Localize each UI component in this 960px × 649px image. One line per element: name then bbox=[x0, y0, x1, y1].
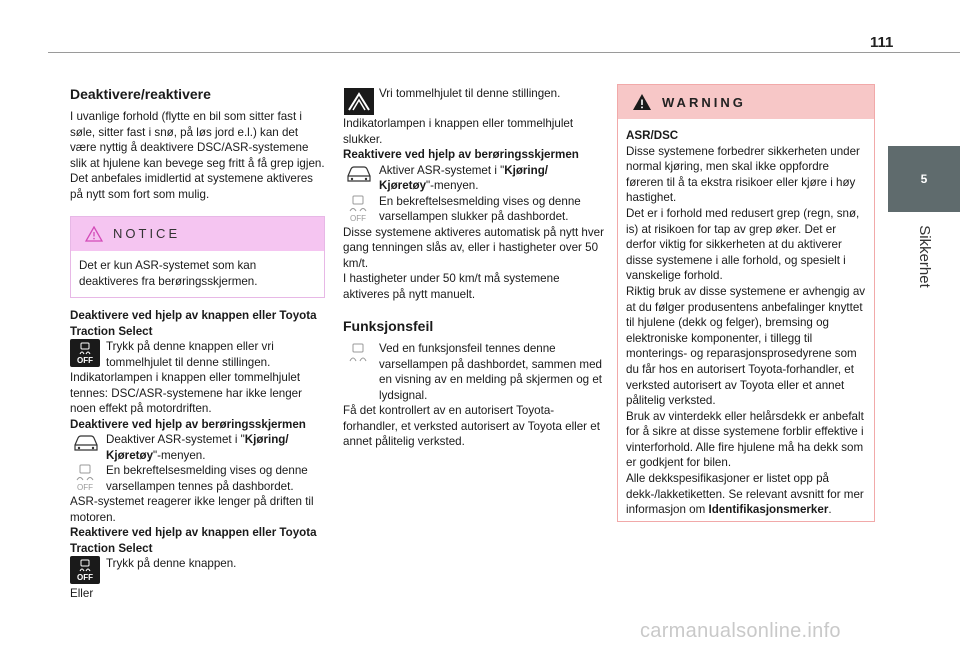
indicator-off-paragraph: Indikatorlampen i knappen eller tommelhjulet slukker. bbox=[343, 117, 574, 146]
manual-reactivate-paragraph: I hastigheter under 50 km/t må systemene aktiveres på nytt manuelt. bbox=[343, 272, 560, 301]
intro-paragraph-2: Det anbefales imidlertid at systemene aktiveres på nytt som fort som mulig. bbox=[70, 172, 313, 201]
step-text-reactivate: Trykk på denne knappen. bbox=[106, 557, 237, 570]
traction-off-button-icon bbox=[70, 556, 100, 584]
svg-text:OFF: OFF bbox=[350, 213, 366, 222]
menu-step-post: "-menyen. bbox=[153, 448, 206, 462]
column-left bbox=[70, 86, 325, 602]
warning-paragraph-5 bbox=[626, 471, 866, 518]
chapter-number-tab[interactable]: 5 bbox=[888, 146, 960, 212]
off-label: OFF bbox=[77, 573, 93, 582]
indicator-paragraph: Indikatorlampen i knappen eller tommelhjulet tennes: DSC/ASR-systemene har ikke lenger noen effekt på motordriften. bbox=[70, 371, 302, 415]
column-middle bbox=[343, 86, 605, 450]
warning-paragraph-4: Bruk av vinterdekk eller helårsdekk er anbefalt for å sikre at disse systemene forblir effektive i vinterforhold. Alle fire hjulene må ha dekk som er godkjent for bilen. bbox=[626, 409, 864, 470]
traction-off-warning-lamp-icon bbox=[343, 194, 373, 222]
step-touchscreen-menu bbox=[70, 432, 325, 463]
notice-header bbox=[71, 217, 324, 251]
step-thumbwheel bbox=[343, 86, 605, 116]
step-touchscreen-activate bbox=[343, 163, 605, 194]
activate-step-post: "-menyen. bbox=[426, 179, 479, 192]
page-number: 111 bbox=[870, 34, 894, 51]
activate-step-pre: Aktiver ASR-systemet i " bbox=[379, 163, 505, 177]
section-heading-deactivate: Deaktivere/reaktivere bbox=[70, 86, 211, 102]
warning-triangle-icon bbox=[85, 226, 103, 242]
confirm-reactivate-text: En bekreftelsesmelding vises og denne varsellampen slukker på dashbordet. bbox=[379, 194, 581, 223]
warning-label: WARNING bbox=[662, 94, 746, 110]
chapter-title-text: Sikkerhet bbox=[915, 224, 933, 288]
section-heading-malfunction: Funksjonsfeil bbox=[343, 318, 434, 334]
malfunction-after: Få det kontrollert av en autorisert Toyota-forhandler, et verksted autorisert av Toyota eller et annet pålitelig verksted. bbox=[343, 404, 600, 448]
malfunction-text: Ved en funksjonsfeil tennes denne varsellampen på dashbordet, sammen med en visning av en melding på skjermen og et lydsignal. bbox=[379, 342, 602, 402]
traction-off-warning-lamp-icon bbox=[70, 463, 100, 491]
activate-step-bold: Kjøring/ Kjøretøy bbox=[379, 163, 549, 192]
thumbwheel-icon bbox=[343, 86, 375, 116]
menu-step-bold: Kjøring/ Kjøretøy bbox=[106, 433, 289, 462]
malfunction-step bbox=[343, 341, 605, 403]
svg-text:OFF: OFF bbox=[77, 483, 93, 491]
notice-box bbox=[70, 216, 325, 298]
step-confirm-reactivate bbox=[343, 194, 605, 225]
warning-paragraph-3: Riktig bruk av disse systemene er avhengig av at du følger produsentens anbefalinger knyttet til hjulene (dekk og felger), bremsing og elektroniske komponenter, i tillegg til monterings- og reparasjonsprosedyrene som du får hos en autorisert Toyota-forhandler, et verksted autorisert av Toyota eller et annet pålitelig verksted. bbox=[626, 284, 866, 408]
chapter-title bbox=[888, 218, 960, 294]
warning-triangle-icon bbox=[632, 93, 652, 111]
header-rule bbox=[48, 52, 960, 53]
step-text: Trykk på denne knappen eller vri tommelhjulet til denne stillingen. bbox=[106, 340, 274, 369]
thumbwheel-step-text: Vri tommelhjulet til denne stillingen. bbox=[379, 87, 561, 100]
auto-reactivate-paragraph: Disse systemene aktiveres automatisk på nytt hver gang tenningen slås av, eller i hastigheter over 50 km/t. bbox=[343, 225, 604, 270]
watermark: carmanualsonline.info bbox=[640, 620, 841, 642]
identification-marks-link[interactable]: Identifikasjonsmerker bbox=[708, 503, 829, 517]
traction-off-button-icon bbox=[70, 339, 100, 367]
or-text: Eller bbox=[70, 587, 94, 600]
step-press-button-reactivate bbox=[70, 556, 325, 586]
intro-paragraph: I uvanlige forhold (flytte en bil som sitter fast i søle, sitter fast i snø, på løs jord e.l.) kan det være nyttig å deaktivere DSC/ASR-systemene slik at hjulene kan bevege seg fritt å få grep igjen. bbox=[70, 110, 325, 170]
car-settings-icon bbox=[343, 163, 375, 185]
warning-paragraph-1: Disse systemene forbedrer sikkerheten under normal kjøring, men skal ikke oppfordre føreren til å ta ekstra risikoer eller kjøre i høy hastighet. bbox=[626, 144, 860, 205]
asr-no-effect-paragraph: ASR-systemet reagerer ikke lenger på driften til motoren. bbox=[70, 495, 314, 524]
step-confirm bbox=[70, 463, 325, 494]
subheading-deactivate-touchscreen: Deaktivere ved hjelp av berøringsskjermen bbox=[70, 417, 306, 431]
confirm-text: En bekreftelsesmelding vises og denne varsellampen tennes på dashbordet. bbox=[106, 464, 308, 493]
car-settings-icon bbox=[70, 432, 102, 454]
warning-paragraph-2: Det er i forhold med redusert grep (regn, snø, is) at risikoen for tap av grep øker. Det er derfor viktig for sikkerheten at du aktiverer disse systemene i alle forhold, og spesielt i vanskelige forhold. bbox=[626, 206, 860, 283]
warning-box bbox=[617, 84, 875, 522]
warning-title: ASR/DSC bbox=[626, 129, 679, 142]
notice-label: NOTICE bbox=[113, 226, 181, 242]
warning-p5-post: . bbox=[828, 503, 832, 517]
warning-header bbox=[618, 85, 874, 119]
step-press-button bbox=[70, 339, 325, 370]
warning-p5-pre: Alle dekkspesifikasjoner er listet opp på dekk-/lakketiketten. Se relevant avsnitt for mer informasjon om bbox=[626, 472, 864, 517]
traction-warning-lamp-icon bbox=[343, 341, 373, 369]
notice-text: Det er kun ASR-systemet som kan deaktiveres fra berøringsskjermen. bbox=[79, 259, 258, 288]
subheading-reactivate-touchscreen: Reaktivere ved hjelp av berøringsskjermen bbox=[343, 148, 579, 161]
subheading-deactivate-button: Deaktivere ved hjelp av knappen eller Toyota Traction Select bbox=[70, 309, 317, 338]
off-label: OFF bbox=[77, 356, 93, 365]
subheading-reactivate-button: Reaktivere ved hjelp av knappen eller Toyota Traction Select bbox=[70, 526, 317, 555]
menu-step-pre: Deaktiver ASR-systemet i " bbox=[106, 433, 245, 446]
